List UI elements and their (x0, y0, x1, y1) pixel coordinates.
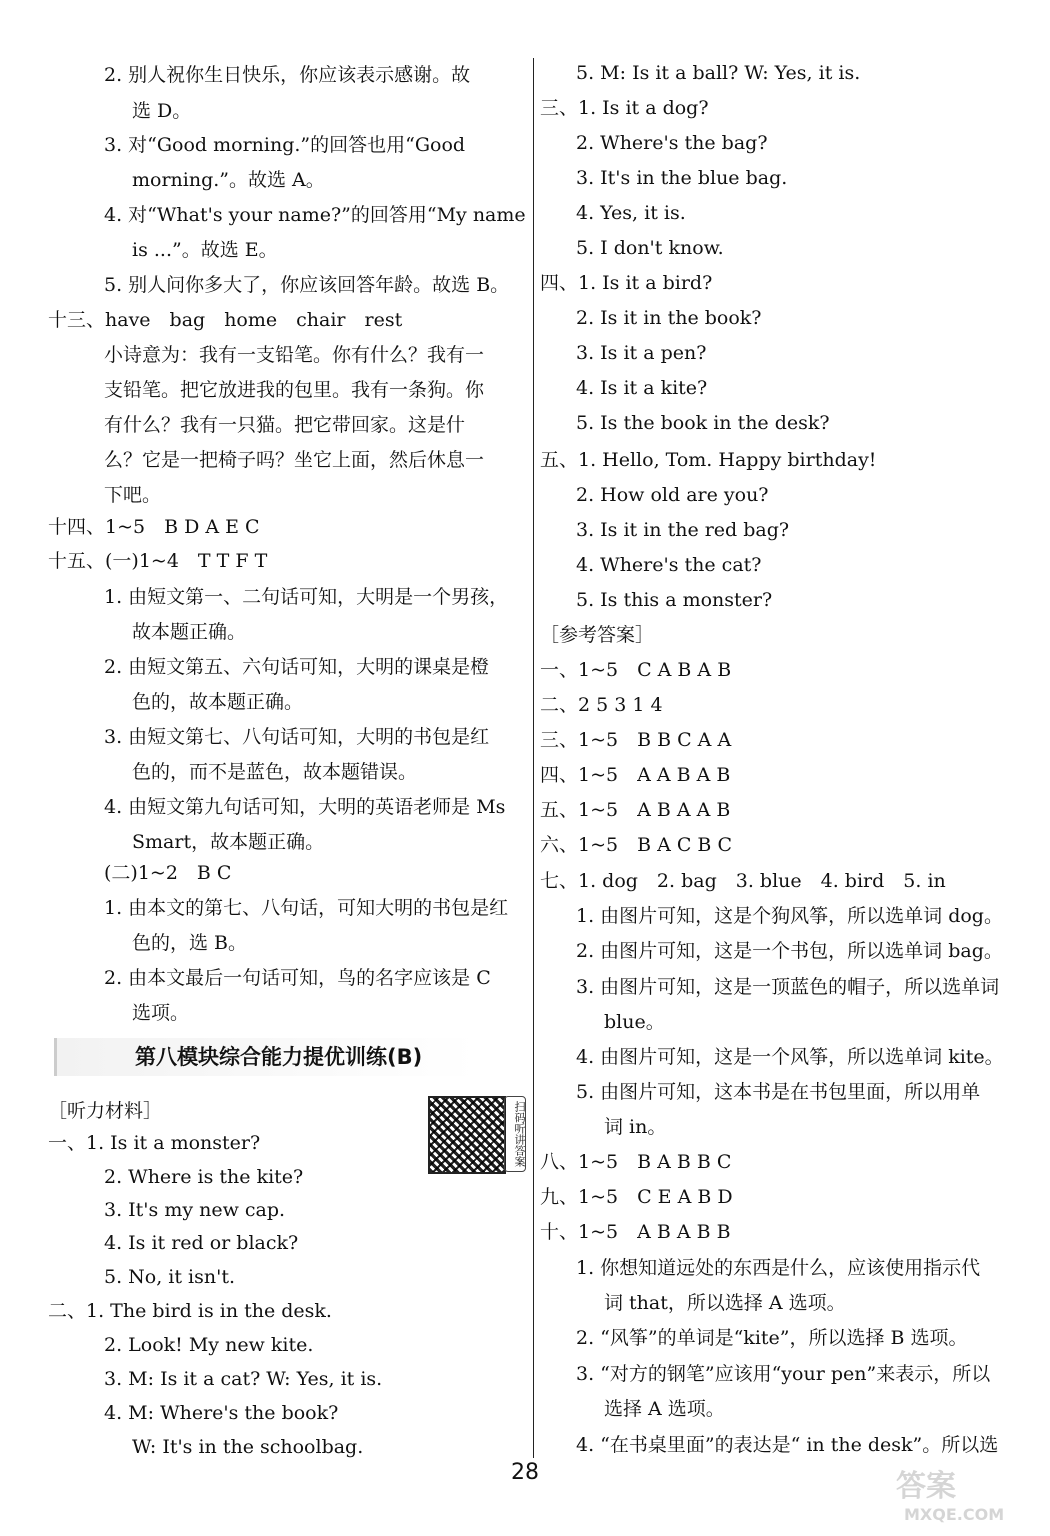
text-line: 2. Where is the kite? (104, 1166, 304, 1188)
text-line: 十三、have bag home chair rest (48, 309, 403, 331)
text-line: 一、1. Is it a monster? (48, 1132, 261, 1154)
text-line: 色的，选 B。 (132, 932, 248, 954)
text-line: 十四、1~5 B D A E C (48, 516, 260, 538)
text-line: 2. Is it in the book? (576, 307, 762, 329)
page-number: 28 (511, 1460, 539, 1485)
text-line: 词 in。 (604, 1116, 667, 1138)
text-line: 3. 由图片可知，这是一顶蓝色的帽子，所以选单词 (576, 976, 1000, 998)
text-line: 4. Is it red or black? (104, 1232, 299, 1254)
text-line: 一、1~5 C A B A B (540, 659, 732, 681)
column-divider (533, 58, 534, 1458)
text-line: 3. Is it a pen? (576, 342, 707, 364)
text-line: 4. Where's the cat? (576, 554, 762, 576)
text-line: 七、1. dog 2. bag 3. blue 4. bird 5. in (540, 870, 946, 892)
text-line: 二、1. The bird is in the desk. (48, 1300, 332, 1322)
text-line: 故本题正确。 (132, 621, 247, 643)
text-line: 4. Is it a kite? (576, 377, 708, 399)
text-line: 4. “在书桌里面”的表达是“ in the desk”。所以选 (576, 1434, 999, 1456)
text-line: 选 D。 (132, 100, 192, 122)
text-line: morning.”。故选 A。 (132, 169, 325, 191)
text-line: ［参考答案］ (540, 624, 655, 646)
text-line: Smart，故本题正确。 (132, 831, 325, 853)
text-line: 小诗意为：我有一支铅笔。你有什么？我有一 (104, 344, 485, 366)
watermark-text: MXQE.COM (904, 1505, 1005, 1524)
qr-code (428, 1096, 506, 1174)
text-line: 5. 别人问你多大了，你应该回答年龄。故选 B。 (104, 274, 510, 296)
svg-text:答案: 答案 (896, 1469, 956, 1504)
watermark-logo (886, 1456, 1036, 1526)
text-line: 么？它是一把椅子吗？坐它上面，然后休息一 (104, 449, 485, 471)
text-line: ［听力材料］ (48, 1100, 163, 1122)
text-line: 八、1~5 B A B B C (540, 1151, 732, 1173)
text-line: blue。 (604, 1011, 665, 1033)
text-line: 色的，而不是蓝色，故本题错误。 (132, 761, 418, 783)
qr-label: 扫码听讲答案 (504, 1096, 526, 1172)
text-line: 2. 别人祝你生日快乐，你应该表示感谢。故 (104, 64, 471, 86)
text-line: 5. I don't know. (576, 237, 724, 259)
text-line: 二、2 5 3 1 4 (540, 694, 663, 716)
text-line: 选择 A 选项。 (604, 1398, 725, 1420)
text-line: 3. Is it in the red bag? (576, 519, 790, 541)
text-line: is ...”。故选 E。 (132, 239, 278, 261)
section-heading: 第八模块综合能力提优训练(B) (135, 1045, 423, 1069)
text-line: 下吧。 (104, 484, 162, 506)
text-line: 五、1. Hello, Tom. Happy birthday! (540, 449, 877, 471)
text-line: 1. 由本文的第七、八句话，可知大明的书包是红 (104, 897, 509, 919)
text-line: 五、1~5 A B A A B (540, 799, 731, 821)
text-line: 4. 对“What's your name?”的回答用“My name (104, 204, 526, 226)
text-line: 5. Is this a monster? (576, 589, 773, 611)
text-line: 4. 由短文第九句话可知，大明的英语老师是 Ms (104, 796, 506, 818)
text-line: 3. 对“Good morning.”的回答也用“Good (104, 134, 466, 156)
text-line: 1. 你想知道远处的东西是什么，应该使用指示代 (576, 1257, 981, 1279)
text-line: W: It's in the schoolbag. (132, 1436, 364, 1458)
text-line: 2. How old are you? (576, 484, 769, 506)
text-line: 1. 由图片可知，这是个狗风筝，所以选单词 dog。 (576, 905, 1003, 927)
text-line: 三、1. Is it a dog? (540, 97, 709, 119)
text-line: 四、1~5 A A B A B (540, 764, 731, 786)
text-line: 三、1~5 B B C A A (540, 729, 732, 751)
text-line: 3. 由短文第七、八句话可知，大明的书包是红 (104, 726, 490, 748)
text-line: 5. M: Is it a ball? W: Yes, it is. (576, 62, 861, 84)
text-line: 3. It's in the blue bag. (576, 167, 788, 189)
text-line: 2. 由短文第五、六句话可知，大明的课桌是橙 (104, 656, 490, 678)
text-line: 色的，故本题正确。 (132, 691, 304, 713)
text-line: 4. 由图片可知，这是一个风筝，所以选单词 kite。 (576, 1046, 1004, 1068)
text-line: 四、1. Is it a bird? (540, 272, 713, 294)
text-line: 2. “风筝”的单词是“kite”，所以选择 B 选项。 (576, 1327, 968, 1349)
text-line: 1. 由短文第一、二句话可知，大明是一个男孩， (104, 586, 509, 608)
text-line: 选项。 (132, 1002, 190, 1024)
text-line: 十、1~5 A B A B B (540, 1221, 731, 1243)
text-line: 2. 由本文最后一句话可知，鸟的名字应该是 C (104, 967, 491, 989)
text-line: 5. 由图片可知，这本书是在书包里面，所以用单 (576, 1081, 981, 1103)
text-line: 支铅笔。把它放进我的包里。我有一条狗。你 (104, 379, 485, 401)
text-line: 4. M: Where's the book? (104, 1402, 339, 1424)
text-line: 2. Look! My new kite. (104, 1334, 314, 1356)
section-heading-box (54, 1038, 477, 1076)
text-line: 3. It's my new cap. (104, 1199, 286, 1221)
text-line: 九、1~5 C E A B D (540, 1186, 733, 1208)
text-line: 3. “对方的钢笔”应该用“your pen”来表示，所以 (576, 1363, 991, 1385)
text-line: 有什么？我有一只猫。把它带回家。这是什 (104, 414, 466, 436)
text-line: 十五、(一)1~4 T T F T (48, 550, 268, 572)
text-line: 六、1~5 B A C B C (540, 834, 732, 856)
text-line: 5. Is the book in the desk? (576, 412, 830, 434)
text-line: 词 that，所以选择 A 选项。 (604, 1292, 846, 1314)
text-line: 4. Yes, it is. (576, 202, 686, 224)
text-line: 3. M: Is it a cat? W: Yes, it is. (104, 1368, 383, 1390)
text-line: 5. No, it isn't. (104, 1266, 236, 1288)
text-line: 2. 由图片可知，这是一个书包，所以选单词 bag。 (576, 940, 1003, 962)
text-line: 2. Where's the bag? (576, 132, 768, 154)
text-line: (二)1~2 B C (104, 862, 232, 884)
